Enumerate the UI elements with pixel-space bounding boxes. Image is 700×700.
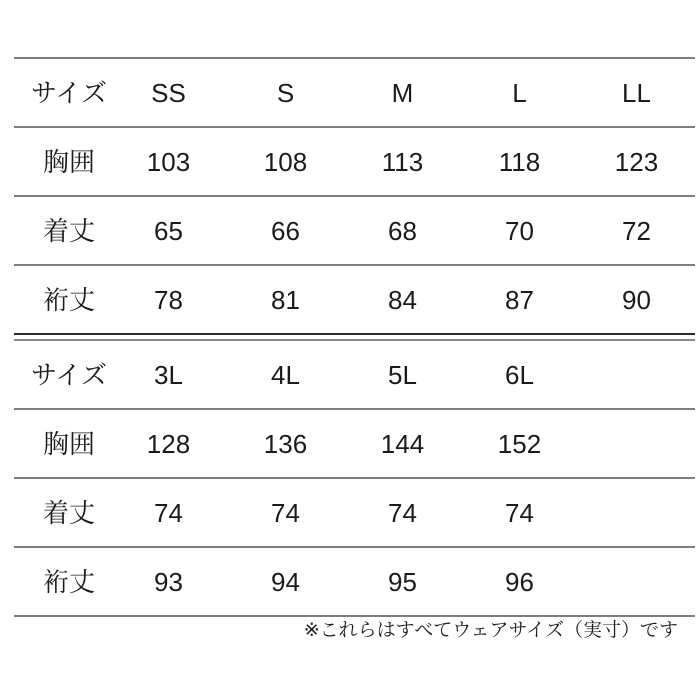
size-header-6l: 6L	[505, 359, 534, 390]
value-cell: 152	[497, 428, 542, 459]
table-row-body-length	[14, 195, 695, 264]
value-cell: 74	[271, 497, 300, 528]
size-header-ss: SS	[151, 77, 186, 108]
size-header-5l: 5L	[388, 359, 417, 390]
row-label-chest: 胸囲	[42, 428, 95, 459]
value-cell: 65	[154, 215, 183, 246]
value-cell: 136	[263, 428, 308, 459]
value-cell: 95	[388, 566, 417, 597]
size-header-l: L	[512, 77, 527, 108]
value-cell: 144	[380, 428, 425, 459]
size-header-4l: 4L	[271, 359, 300, 390]
value-cell: 103	[146, 146, 191, 177]
value-cell: 118	[498, 146, 541, 177]
value-cell: 84	[388, 284, 417, 315]
table-row-sleeve-length	[14, 264, 695, 333]
value-cell: 74	[154, 497, 183, 528]
footnote-wear-size: ※これらはすべてウェアサイズ（実寸）です	[303, 620, 678, 641]
table-row-header	[14, 59, 695, 126]
size-table-lower	[14, 339, 695, 617]
table-row-sleeve-length	[14, 546, 695, 615]
size-header-3l: 3L	[154, 359, 183, 390]
value-cell: 70	[505, 215, 534, 246]
value-cell: 68	[388, 215, 417, 246]
size-table-upper	[14, 57, 695, 335]
row-label-body-length: 着丈	[42, 497, 95, 528]
table-row-body-length	[14, 477, 695, 546]
row-label-sleeve-length: 裄丈	[42, 284, 95, 315]
value-cell: 108	[263, 146, 308, 177]
value-cell: 113	[381, 146, 424, 177]
value-cell: 96	[505, 566, 534, 597]
value-cell: 78	[154, 284, 183, 315]
value-cell: 87	[505, 284, 534, 315]
row-label-size: サイズ	[31, 77, 107, 108]
size-table-area	[14, 57, 695, 617]
table-row-chest	[14, 126, 695, 195]
value-cell: 66	[271, 215, 300, 246]
value-cell: 128	[146, 428, 191, 459]
value-cell: 72	[622, 215, 651, 246]
value-cell: 74	[505, 497, 534, 528]
row-label-chest: 胸囲	[42, 146, 95, 177]
row-label-sleeve-length: 裄丈	[42, 566, 95, 597]
row-label-body-length: 着丈	[42, 215, 95, 246]
value-cell: 94	[271, 566, 300, 597]
size-header-s: S	[276, 77, 295, 108]
value-cell: 81	[271, 284, 300, 315]
value-cell: 93	[154, 566, 183, 597]
row-label-size: サイズ	[31, 359, 107, 390]
value-cell: 123	[614, 146, 659, 177]
value-cell: 74	[388, 497, 417, 528]
size-header-ll: LL	[622, 77, 651, 108]
size-header-m: M	[391, 77, 414, 108]
table-row-chest	[14, 408, 695, 477]
value-cell: 90	[622, 284, 651, 315]
table-row-header	[14, 341, 695, 408]
